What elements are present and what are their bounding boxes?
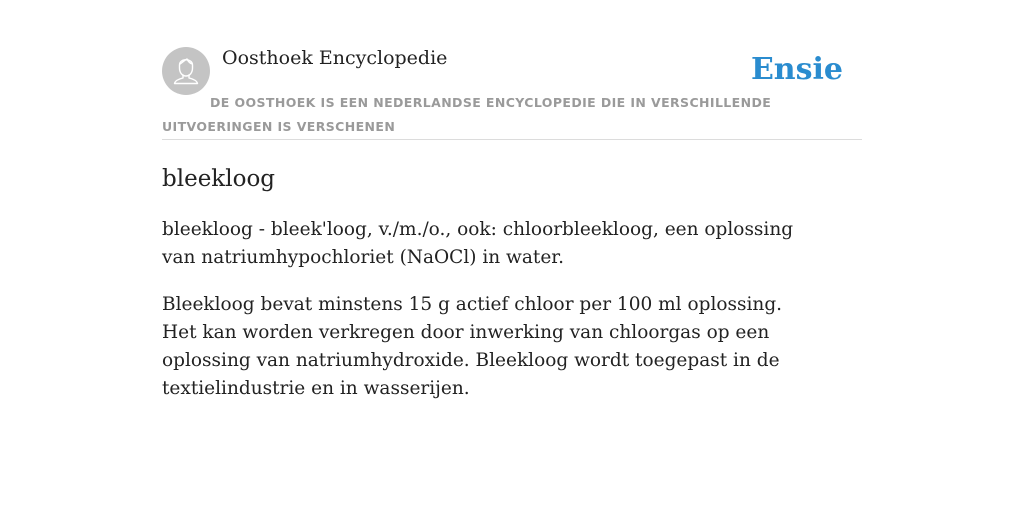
brand-logo[interactable]: Ensie [750, 52, 843, 87]
author-name[interactable]: Oosthoek Encyclopedie [222, 47, 448, 69]
article-title: bleekloog [162, 166, 276, 192]
article [162, 162, 862, 403]
header [162, 46, 862, 140]
author-avatar[interactable] [162, 47, 210, 95]
article-paragraph: bleekloog - bleek'loog, v./m./o., ook: chloorbleekloog, een oplossing van natriumhypochloriet (NaOCl) in water. [162, 219, 794, 268]
user-icon [162, 47, 210, 95]
article-paragraph: Bleekloog bevat minstens 15 g actief chloor per 100 ml oplossing. Het kan worden verkregen door inwerking van chloorgas op een oplossing van natriumhydroxide. Bleekloog wordt toegepast in de textielindustrie en in wasserijen. [162, 294, 783, 399]
source-description: DE OOSTHOEK IS EEN NEDERLANDSE ENCYCLOPEDIE DIE IN VERSCHILLENDE UITVOERINGEN IS VERSCHENEN [162, 95, 772, 134]
